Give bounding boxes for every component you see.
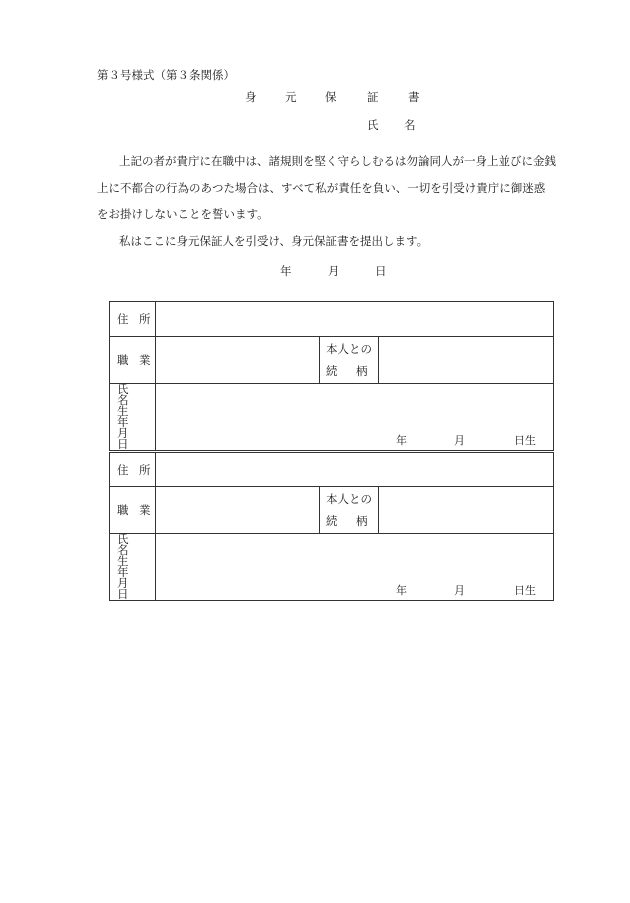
relationship-field[interactable] <box>379 337 554 384</box>
title-char: 身 <box>245 90 257 104</box>
relationship-field[interactable] <box>379 487 554 534</box>
occupation-field[interactable] <box>156 337 320 384</box>
address-label: 住 所 <box>110 452 156 487</box>
address-row <box>110 302 554 337</box>
name-dob-field[interactable] <box>156 534 554 601</box>
birth-year-label: 年 <box>396 584 407 597</box>
name-dob-label: 氏名 生年 月日 <box>110 534 156 601</box>
name-dob-row <box>110 534 554 601</box>
pledge-line-1: 上記の者が貴庁に在職中は、諸規則を堅く守らしむるは勿論同人が一身上並びに金銭 <box>119 154 556 168</box>
pledge-line-3: をお掛けしないことを誓います。 <box>97 207 269 221</box>
address-field[interactable] <box>156 452 554 487</box>
address-label: 住 所 <box>110 302 156 337</box>
birth-month-label: 月 <box>454 584 465 597</box>
title-char: 書 <box>408 90 420 104</box>
submission-line: 私はここに身元保証人を引受け、身元保証書を提出します。 <box>119 233 429 248</box>
birth-month-label: 月 <box>454 434 465 447</box>
pledge-text <box>97 148 557 254</box>
guarantor-table <box>109 301 554 601</box>
birth-day-label: 日生 <box>514 434 536 447</box>
form-number: 第３号様式（第３条関係） <box>97 68 235 82</box>
address-row <box>110 452 554 487</box>
title-char: 証 <box>367 90 379 104</box>
relationship-label: 本人との 続 柄 <box>320 337 379 384</box>
name-dob-row <box>110 384 554 452</box>
name-dob-label: 氏名 生年 月日 <box>110 384 156 452</box>
occupation-label: 職 業 <box>110 487 156 534</box>
address-field[interactable] <box>156 302 554 337</box>
birth-year-label: 年 <box>396 434 407 447</box>
title-char: 元 <box>285 90 297 104</box>
name-label-char: 氏 <box>367 118 379 132</box>
occupation-field[interactable] <box>156 487 320 534</box>
occupation-row <box>110 337 554 384</box>
pledge-line-2: 上に不都合の行為のあつた場合は、すべて私が責任を負い、一切を引受け貴庁に御迷惑 <box>97 180 546 195</box>
date-day: 日 <box>375 264 387 278</box>
relationship-label: 本人との 続 柄 <box>320 487 379 534</box>
occupation-row <box>110 487 554 534</box>
name-label-char: 名 <box>404 118 416 132</box>
birth-day-label: 日生 <box>514 584 536 597</box>
name-dob-field[interactable] <box>156 384 554 452</box>
date-month: 月 <box>328 264 340 278</box>
date-year: 年 <box>280 264 292 278</box>
occupation-label: 職 業 <box>110 337 156 384</box>
title-char: 保 <box>325 90 337 104</box>
